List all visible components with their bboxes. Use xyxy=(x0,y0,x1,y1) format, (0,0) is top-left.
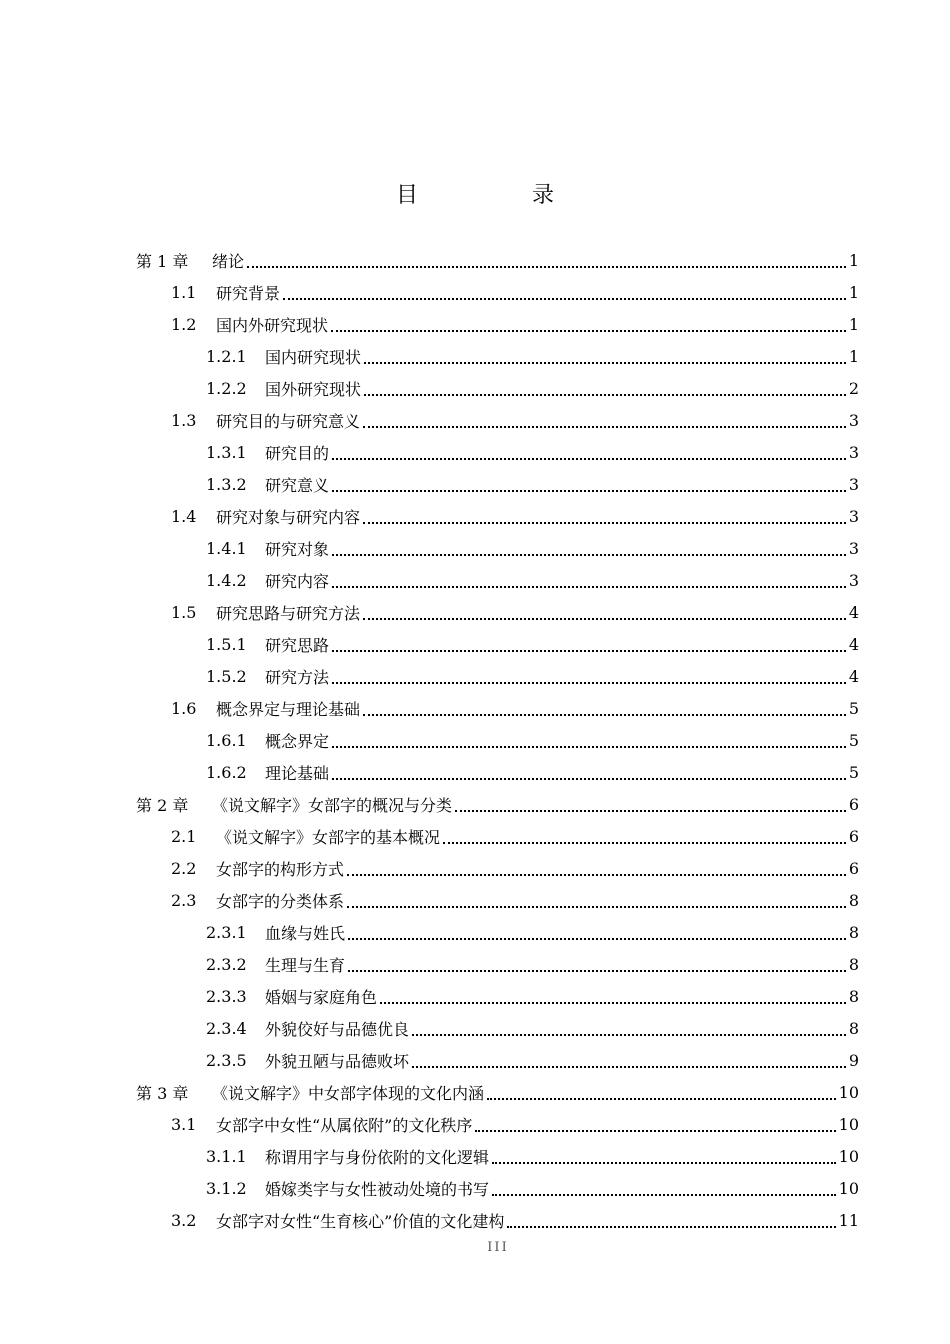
toc-section-entry[interactable] xyxy=(206,340,859,372)
toc-entry-title: 生理与生育 xyxy=(265,955,346,975)
dot-leader xyxy=(487,1098,836,1100)
toc-entry-page: 5 xyxy=(848,730,859,750)
dot-leader xyxy=(332,586,846,588)
toc-entry-title: 研究目的 xyxy=(265,443,330,463)
toc-entry-number: 1.5 xyxy=(171,602,197,622)
toc-entry-page: 10 xyxy=(838,1178,859,1198)
dot-leader xyxy=(412,1034,846,1036)
toc-section-entry[interactable] xyxy=(171,276,859,308)
toc-entry-title: 国内外研究现状 xyxy=(216,315,329,335)
dot-leader xyxy=(364,394,846,396)
toc-entry-title: 《说文解字》中女部字体现的文化内涵 xyxy=(212,1083,485,1103)
dot-leader xyxy=(455,810,846,812)
toc-entry-title: 研究方法 xyxy=(265,667,330,687)
toc-entry-page: 6 xyxy=(848,794,859,814)
toc-section-entry[interactable] xyxy=(206,724,859,756)
toc-entry-number: 2.3.1 xyxy=(206,922,247,942)
toc-chapter-entry[interactable] xyxy=(136,788,859,820)
dot-leader xyxy=(363,426,846,428)
dot-leader xyxy=(331,330,846,332)
dot-leader xyxy=(332,746,846,748)
toc-chapter-entry[interactable] xyxy=(136,1076,859,1108)
toc-entry-page: 5 xyxy=(848,698,859,718)
toc-entry-title: 研究内容 xyxy=(265,571,330,591)
toc-section-entry[interactable] xyxy=(171,820,859,852)
toc-section-entry[interactable] xyxy=(206,1012,859,1044)
toc-entry-page: 10 xyxy=(838,1146,859,1166)
toc-section-entry[interactable] xyxy=(171,404,859,436)
toc-entry-number: 2.3.4 xyxy=(206,1018,247,1038)
toc-entry-page: 1 xyxy=(848,250,859,270)
toc-section-entry[interactable] xyxy=(206,468,859,500)
toc-section-entry[interactable] xyxy=(206,628,859,660)
toc-entry-title: 血缘与姓氏 xyxy=(265,923,346,943)
toc-entry-number: 3.2 xyxy=(171,1210,197,1230)
toc-entry-page: 9 xyxy=(848,1050,859,1070)
toc-entry-number: 1.6.1 xyxy=(206,730,247,750)
toc-entry-page: 8 xyxy=(848,1018,859,1038)
toc-entry-page: 8 xyxy=(848,922,859,942)
dot-leader xyxy=(332,778,846,780)
dot-leader xyxy=(363,618,846,620)
toc-section-entry[interactable] xyxy=(206,756,859,788)
dot-leader xyxy=(332,682,846,684)
toc-entry-number: 第 1 章 xyxy=(136,251,189,271)
toc-section-entry[interactable] xyxy=(171,1204,859,1236)
toc-entry-title: 研究思路 xyxy=(265,635,330,655)
toc-section-entry[interactable] xyxy=(206,1172,859,1204)
dot-leader xyxy=(363,522,846,524)
toc-entry-title: 女部字对女性“生育核心”价值的文化建构 xyxy=(216,1211,505,1231)
page-title: 目 录 xyxy=(395,183,600,208)
toc-section-entry[interactable] xyxy=(206,948,859,980)
dot-leader xyxy=(348,970,846,972)
toc-entry-page: 4 xyxy=(848,634,859,654)
toc-section-entry[interactable] xyxy=(171,596,859,628)
toc-section-entry[interactable] xyxy=(171,308,859,340)
toc-entry-title: 女部字的构形方式 xyxy=(216,859,345,879)
toc-entry-number: 1.2 xyxy=(171,314,197,334)
toc-entry-number: 3.1 xyxy=(171,1114,197,1134)
toc-section-entry[interactable] xyxy=(206,436,859,468)
toc-section-entry[interactable] xyxy=(171,852,859,884)
toc-entry-number: 1.3 xyxy=(171,410,197,430)
toc-section-entry[interactable] xyxy=(171,1108,859,1140)
dot-leader xyxy=(492,1194,836,1196)
toc-entry-number: 1.1 xyxy=(171,282,197,302)
toc-section-entry[interactable] xyxy=(206,1140,859,1172)
toc-entry-title: 外貌佼好与品德优良 xyxy=(265,1019,410,1039)
dot-leader xyxy=(380,1002,846,1004)
toc-entry-number: 1.4.1 xyxy=(206,538,247,558)
toc-entry-number: 1.4.2 xyxy=(206,570,247,590)
toc-entry-number: 2.3.2 xyxy=(206,954,247,974)
dot-leader xyxy=(283,298,846,300)
toc-entry-number: 2.1 xyxy=(171,826,197,846)
toc-entry-title: 理论基础 xyxy=(265,763,330,783)
dot-leader xyxy=(412,1066,846,1068)
dot-leader xyxy=(332,554,846,556)
toc-entry-page: 4 xyxy=(848,666,859,686)
toc-entry-page: 5 xyxy=(848,762,859,782)
toc-entry-page: 2 xyxy=(848,378,859,398)
page-number: III xyxy=(487,1240,509,1255)
toc-section-entry[interactable] xyxy=(206,660,859,692)
toc-entry-number: 2.3.3 xyxy=(206,986,247,1006)
dot-leader xyxy=(492,1162,836,1164)
toc-entry-page: 3 xyxy=(848,506,859,526)
toc-entry-number: 第 2 章 xyxy=(136,795,189,815)
toc-entry-number: 1.4 xyxy=(171,506,197,526)
toc-entry-title: 概念界定 xyxy=(265,731,330,751)
toc-entry-number: 3.1.2 xyxy=(206,1178,247,1198)
toc-section-entry[interactable] xyxy=(206,532,859,564)
toc-entry-number: 1.3.1 xyxy=(206,442,247,462)
toc-section-entry[interactable] xyxy=(206,564,859,596)
toc-entry-page: 8 xyxy=(848,986,859,1006)
dot-leader xyxy=(332,650,846,652)
toc-entry-page: 3 xyxy=(848,538,859,558)
toc-entry-title: 研究对象与研究内容 xyxy=(216,507,361,527)
toc-entry-page: 1 xyxy=(848,282,859,302)
toc-entry-title: 研究思路与研究方法 xyxy=(216,603,361,623)
toc-entry-title: 概念界定与理论基础 xyxy=(216,699,361,719)
toc-section-entry[interactable] xyxy=(206,916,859,948)
toc-entry-title: 国内研究现状 xyxy=(265,347,362,367)
toc-entry-number: 1.3.2 xyxy=(206,474,247,494)
dot-leader xyxy=(475,1130,835,1132)
toc-entry-number: 1.2.1 xyxy=(206,346,247,366)
toc-section-entry[interactable] xyxy=(206,980,859,1012)
dot-leader xyxy=(363,714,846,716)
toc-entry-page: 3 xyxy=(848,570,859,590)
toc-entry-page: 11 xyxy=(838,1210,859,1230)
toc-entry-page: 8 xyxy=(848,954,859,974)
dot-leader xyxy=(364,362,846,364)
dot-leader xyxy=(332,458,846,460)
toc-entry-page: 4 xyxy=(848,602,859,622)
toc-section-entry[interactable] xyxy=(171,692,859,724)
toc-entry-page: 10 xyxy=(838,1082,859,1102)
toc-entry-title: 称谓用字与身份依附的文化逻辑 xyxy=(265,1147,490,1167)
toc-entry-title: 国外研究现状 xyxy=(265,379,362,399)
toc-entry-number: 1.5.2 xyxy=(206,666,247,686)
toc-entry-number: 1.5.1 xyxy=(206,634,247,654)
toc-entry-number: 1.6.2 xyxy=(206,762,247,782)
toc-entry-number: 2.3 xyxy=(171,890,197,910)
toc-entry-page: 10 xyxy=(838,1114,859,1134)
toc-entry-title: 《说文解字》女部字的基本概况 xyxy=(216,827,441,847)
toc-chapter-entry[interactable] xyxy=(136,244,859,276)
toc-entry-page: 3 xyxy=(848,410,859,430)
toc-entry-title: 研究对象 xyxy=(265,539,330,559)
toc-entry-page: 3 xyxy=(848,474,859,494)
toc-entry-title: 研究目的与研究意义 xyxy=(216,411,361,431)
dot-leader xyxy=(247,266,846,268)
toc-entry-page: 6 xyxy=(848,826,859,846)
toc-entry-page: 3 xyxy=(848,442,859,462)
toc-entry-title: 绪论 xyxy=(212,251,245,271)
dot-leader xyxy=(347,874,846,876)
toc-entry-number: 第 3 章 xyxy=(136,1083,189,1103)
toc-entry-title: 女部字中女性“从属依附”的文化秩序 xyxy=(216,1115,473,1135)
toc-entry-title: 《说文解字》女部字的概况与分类 xyxy=(212,795,453,815)
dot-leader xyxy=(347,906,846,908)
dot-leader xyxy=(443,842,846,844)
toc-entry-title: 研究背景 xyxy=(216,283,281,303)
dot-leader xyxy=(332,490,846,492)
toc-section-entry[interactable] xyxy=(206,1044,859,1076)
toc-entry-title: 婚嫁类字与女性被动处境的书写 xyxy=(265,1179,490,1199)
toc-entry-title: 女部字的分类体系 xyxy=(216,891,345,911)
dot-leader xyxy=(507,1226,835,1228)
toc-entry-number: 2.2 xyxy=(171,858,197,878)
toc-section-entry[interactable] xyxy=(171,884,859,916)
toc-entry-title: 外貌丑陋与品德败坏 xyxy=(265,1051,410,1071)
toc-entry-page: 1 xyxy=(848,314,859,334)
toc-entry-title: 婚姻与家庭角色 xyxy=(265,987,378,1007)
toc-entry-number: 3.1.1 xyxy=(206,1146,247,1166)
toc-entry-number: 2.3.5 xyxy=(206,1050,247,1070)
dot-leader xyxy=(348,938,846,940)
toc-section-entry[interactable] xyxy=(206,372,859,404)
toc-entry-title: 研究意义 xyxy=(265,475,330,495)
toc-entry-page: 1 xyxy=(848,346,859,366)
toc-entry-page: 6 xyxy=(848,858,859,878)
toc-entry-page: 8 xyxy=(848,890,859,910)
toc-section-entry[interactable] xyxy=(171,500,859,532)
toc-entry-number: 1.6 xyxy=(171,698,197,718)
toc-entry-number: 1.2.2 xyxy=(206,378,247,398)
